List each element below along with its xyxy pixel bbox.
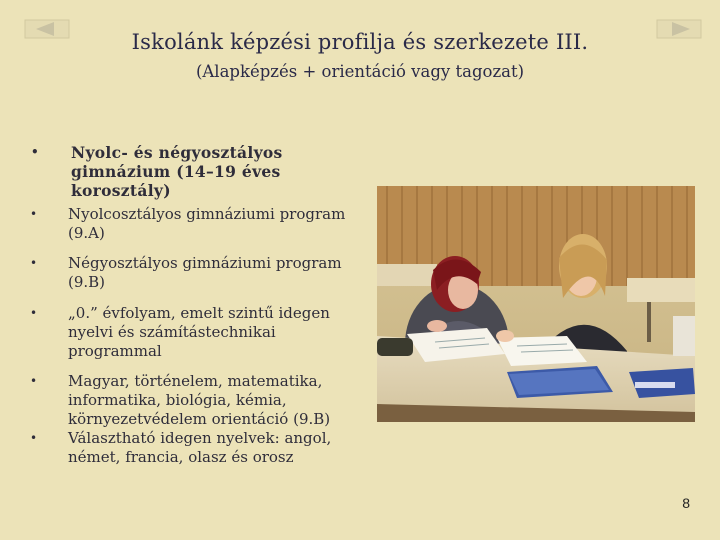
bullet-list [30,143,370,467]
bullet-dot: • [30,374,38,388]
bullet-item [30,429,370,467]
page-number: 8 [682,495,690,511]
bullet-item [30,372,370,429]
bullet-text: Választható idegen nyelvek: angol, német, francia, olasz és orosz [68,429,332,466]
bullet-dot: • [30,306,38,320]
bullet-dot: • [30,256,38,270]
bullet-dot: • [30,207,38,221]
slide-subtitle: (Alapképzés + orientáció vagy tagozat) [195,62,525,81]
bullet-item [30,304,370,361]
bullet-text: Nyolc- és négyosztályos gimnázium (14–19 éves korosztály) [71,143,283,200]
bullet-item-main [30,143,370,200]
bullet-item [30,205,370,243]
bullet-dot: • [31,145,39,159]
bullet-text: „0.” évfolyam, emelt szintű idegen nyelvi és számítástechnikai programmal [68,304,330,360]
slide-title: Iskolánk képzési profilja és szerkezete III. [131,30,589,54]
bullet-item [30,254,370,292]
bullet-dot: • [30,431,38,445]
classroom-photo [377,186,695,422]
bullet-text: Négyosztályos gimnáziumi program (9.B) [68,254,342,291]
bullet-text: Nyolcosztályos gimnáziumi program (9.A) [68,205,346,242]
bullet-text: Magyar, történelem, matematika, informatika, biológia, kémia, környezetvédelem orientáció (9.B) [68,372,331,428]
